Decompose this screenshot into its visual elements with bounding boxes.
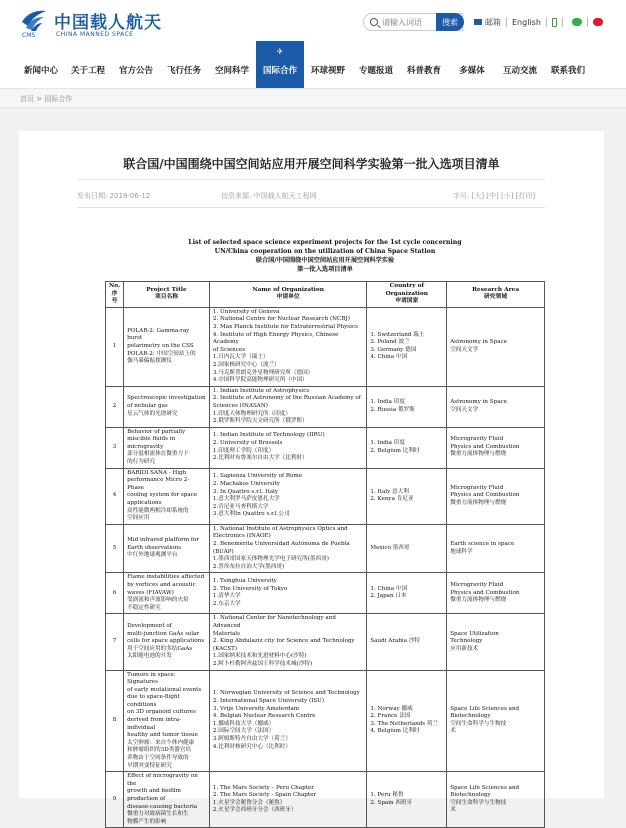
cell-line: 1.墨西哥国家天体物理光学电子研究所(墨西哥) [212,556,329,563]
cell-line: 1. Norway 挪威 [370,705,413,712]
cell-line: Materials [212,630,240,637]
row-number: 1 [106,307,124,386]
cell-line: 用于空间应用的多结GaAs [127,645,193,652]
mail-icon[interactable] [474,19,482,25]
cell-line: 养物由于空间条件导致的 [127,755,189,762]
cell-line: 1. India 印度 [370,399,405,406]
organization [209,772,366,828]
cell-line: 应用新技术 [450,645,479,652]
cell-line: 微重力流体物理与燃烧 [450,500,507,507]
cell-line: 高性能微两相冷却系统的 [127,507,189,514]
row-number: 4 [106,468,124,524]
cell-line: 2. The University of Tokyo [212,585,288,592]
cell-line: 1. National Center for Nanotechnology and Advanced [212,615,336,629]
breadcrumb[interactable]: 首页 > 国际合作 [20,95,73,103]
nav-contact[interactable]: 联系我们 [550,65,585,76]
column-header: Project Title 项目名称 [124,282,210,308]
cell-line: 2. Belgium 比利时 [370,447,420,454]
cell-line: 2. National Centre for Nuclear Research (NCBJ) [212,316,350,323]
cell-line: 3.马克斯普朗克外星物理研究所（德国） [212,369,314,376]
nav-announcements[interactable]: 官方公告 [118,65,153,76]
cell-line: BARIDI SANA - High [127,469,187,476]
cell-line: Astronomy in Space [450,399,507,406]
column-header: Research Area 研究领域 [447,282,545,308]
cell-line: 1. Indian Institute of Astrophysics [212,387,310,394]
cell-line: miscible fluids in [127,436,176,443]
cell-line: 2.东京大学 [212,600,241,607]
cell-line: Space Life Sciences and [450,784,520,791]
nav-multimedia[interactable]: 多媒体 [459,65,485,76]
cell-line: of Sciences [212,346,246,353]
country [367,386,447,427]
cell-line: multi-junction GaAs solar [127,630,200,637]
divider [77,207,545,208]
cell-line: 4. Belgium 比利时 [370,728,420,735]
cell-line: 3. Vrije University Amsterdam [212,705,300,712]
cell-line: 不稳定性研究 [127,604,161,611]
column-header: Name of Organization 申请单位 [209,282,366,308]
cell-line: Space Utilization [450,630,499,637]
cell-line: Development of [127,622,172,629]
cell-line: 2. Japan 日本 [370,593,407,600]
cell-line: 3.意大利In Quattro s.r.l.公司 [212,511,290,518]
cell-line: 和肿瘤组织的3D类器官培 [127,747,192,754]
research-area [447,772,545,828]
cell-line: of early mutational events [127,686,202,693]
cell-line: 2.火星学会西班牙分会（西班牙） [212,807,297,814]
cell-line: (BUAP) [212,548,234,555]
nav-special-reports[interactable]: 专题报道 [358,65,393,76]
country [367,670,447,772]
table-row [106,386,545,427]
table-body [106,307,545,828]
cell-line: 伽马暴偏振探测仪 [127,358,172,365]
cell-line: Spectroscopic investigation [127,395,206,402]
cell-line: 3. The Netherlands 荷兰 [370,720,439,727]
cell-line: 2.肯尼亚马查科斯大学 [212,503,269,510]
weibo-icon[interactable] [593,18,603,26]
cell-line: 2. International Space University (ISU) [212,698,325,705]
cell-line: growth and biofilm [127,788,181,795]
english-link[interactable]: English [512,17,541,27]
cell-line: performance Micro 2-Phase [127,477,190,491]
country [367,573,447,614]
cell-line: microgravity [127,443,164,450]
cell-line: 2. Spain 西班牙 [370,799,413,806]
publish-date: 发布日期: 2019-06-12 [77,192,151,200]
cell-line: Flame instabilities affected [127,574,205,581]
cell-line: Mexico 墨西哥 [370,544,410,551]
research-area [447,614,545,670]
cell-line: 2. Russia 俄罗斯 [370,406,415,413]
cell-line: 2. Kenya 肯尼亚 [370,496,414,503]
cell-line: Microgravity Fluid [450,484,504,491]
cell-line: Microgravity Fluid [450,581,504,588]
cell-line: 的行为研究 [127,459,156,466]
cell-line: 空间生命科学与生物技 [450,720,507,727]
cell-line: 1. Tsinghua University [212,578,277,585]
cell-line: 2. Institute of Astronomy of the Russian Academy of [212,395,361,402]
cell-line: Microgravity Fluid [450,436,504,443]
cell-line: 1. China 中国 [370,585,408,592]
cms-logo-icon [20,8,48,32]
document-heading [105,238,545,274]
table-row [106,573,545,614]
divider [562,17,563,27]
cell-line: cells for space applications [127,638,205,645]
cell-line: Effect of microgravity on the [127,773,198,787]
cell-line: 术 [450,807,456,814]
cell-line: polarimetry on the CSS [127,342,194,349]
row-number: 9 [106,772,124,828]
organization [209,427,366,468]
table-row [106,524,545,573]
cell-line: Tumors in space: Signatures [127,671,176,686]
cell-line: Saudi Arabia 沙特 [370,638,421,645]
cell-line: on 3D organoid cultures [127,709,196,716]
cell-line: 4. Institute of High Energy Physics, Chinese Academy [212,331,339,346]
table-row [106,307,545,386]
cell-line: 中红外地球观测平台 [127,552,178,559]
cell-line: 4. Belgian Nuclear Research Centre [212,713,316,720]
cell-line: Space Life Sciences and [450,705,520,712]
research-area [447,670,545,772]
cell-line: Technology [450,638,483,645]
cell-line: Astronomy in Space [450,339,507,346]
heading-line: List of selected space science experiment projects for the 1st cycle concerning [188,239,462,246]
cell-line: by vortices and acoustic [127,581,196,588]
cell-line: of nebular gas [127,402,168,409]
page-title: 联合国/中国围绕中国空间站应用开展空间科学实验第一批入选项目清单 [123,157,500,171]
table-header-row [106,282,545,308]
cell-line: 1. Switzerland 瑞士 [370,331,425,338]
cell-line: 1.日内瓦大学（瑞士） [212,354,269,361]
cell-line: 2.普埃布拉自治大学(墨西哥) [212,563,285,570]
country [367,524,447,573]
column-header: Country of Organization 申请国家 [367,282,447,308]
cell-line: derived from intra-individual [127,717,182,731]
cell-line: applications [127,500,162,507]
project-title [124,524,210,573]
logo-abbr: CMS [22,32,36,39]
row-number: 6 [106,573,124,614]
document-image [105,238,545,825]
project-title [124,772,210,828]
cell-line: due to space-flight conditions [127,694,180,708]
cell-line: POLAR-2: 中国空间站上的 [127,350,196,357]
country [367,772,447,828]
divider [506,17,507,27]
country [367,427,447,468]
search-icon [370,18,378,26]
cell-line: healthy and tumor tissue [127,732,198,739]
table-row [106,614,545,670]
wechat-icon[interactable] [572,18,582,26]
cell-line: 2. University of Brussels [212,440,283,447]
breadcrumb-bar [0,88,626,108]
cell-line: 星云气体的光谱研究 [127,410,178,417]
cell-line: 空间生命科学与生物技 [450,799,507,806]
cell-line: waves (FIAVAW) [127,589,174,596]
project-title [124,573,210,614]
organization [209,386,366,427]
table-row [106,468,545,524]
cell-line: 1. Peru 秘鲁 [370,792,404,799]
nav-about[interactable]: 关于工程 [70,65,105,76]
row-number: 3 [106,427,124,468]
cell-line: 3. Max Planck Institute for Extraterrestrial Physics [212,323,358,330]
organization [209,670,366,772]
cell-line: Earth science in space [450,541,515,547]
article-source: 信息来源: 中国载人航天工程网 [221,192,317,200]
organization [209,573,366,614]
research-area [447,524,545,573]
project-title [124,307,210,386]
cell-line: 2. Poland 波兰 [370,339,410,346]
cell-line: 2.国际空间大学（法国） [212,728,275,735]
nav-global-view[interactable]: 环球视野 [310,65,345,76]
cell-line: 部分混相流体在微重力下 [127,451,189,458]
cell-line: 空间天文学 [450,346,479,353]
row-number: 2 [106,386,124,427]
cell-line: 微重力流体物理与燃烧 [450,451,507,458]
cell-line: 早期突变特征研究 [127,762,172,769]
phone-icon[interactable] [552,18,557,27]
project-title [124,670,210,772]
cell-line: 2. Benemérita Universidad Autónoma de Puebla [212,541,350,547]
nav-news[interactable]: 新闻中心 [23,65,58,76]
organization [209,524,366,573]
project-title [124,386,210,427]
organization [209,307,366,386]
cell-line: Physics and Combustion [450,492,520,499]
column-header: No. 序号 [106,282,124,308]
cell-line: 1. Italy 意大利 [370,488,409,495]
cell-line: cooling system for space [127,492,198,499]
divider [587,17,588,27]
cell-line: 1.印度理工学院（印度） [212,447,275,454]
cell-line: 2.国家核研究中心（波兰） [212,361,280,368]
cell-line: Biotechnology [450,792,491,799]
cell-line: Sciences (INASAN) [212,402,268,409]
row-number: 7 [106,614,124,670]
cell-line: 空间应用 [127,515,150,522]
heading-line: UN/China cooperation on the utilization of China Space Station [214,248,436,255]
project-title [124,468,210,524]
nav-interaction[interactable]: 互动交流 [502,65,537,76]
article-card [19,131,604,825]
cell-line: 1.意大利罗马萨皮恩扎大学 [212,496,280,503]
research-area [447,468,545,524]
cell-line: 2. France 法国 [370,713,411,720]
cell-line: 空间天文学 [450,406,479,413]
row-number: 8 [106,670,124,772]
table-row [106,427,545,468]
cell-line: 4.中国科学院高能物理研究所（中国） [212,377,308,384]
site-header [0,0,626,88]
heading-line: 联合国/中国围绕中国空间站应用开展空间科学实验 [255,257,395,264]
cell-line: Electronics (INAOE) [212,533,271,540]
cell-line: 1. National Institute of Astrophysics Optics and [212,525,348,532]
cell-line: POLAR-2: Gamma-ray burst [127,327,190,342]
cell-line: (KACST) [212,645,238,652]
cell-line: 1.清华大学 [212,593,241,600]
cell-line: 2.比利时布鲁塞尔自由大学（比利时） [212,455,308,462]
cell-line: 3. In Quattro s.r.l. Italy [212,488,279,495]
cell-line: 1. India 印度 [370,440,405,447]
cell-line: production of [127,796,166,802]
cell-line: 微重力流体物理与燃烧 [450,597,507,604]
research-area [447,386,545,427]
nav-international-label: 国际合作 [262,65,297,76]
cell-line: Behavior of partially [127,428,186,435]
projects-table [105,281,545,828]
cell-line: 2. Machakos University [212,481,280,488]
cell-line: 3. Germany 德国 [370,346,417,353]
site-name-en: CHINA MANNED SPACE [56,31,134,38]
organization [209,614,366,670]
globe-icon: ✈ [276,47,284,56]
cell-line: 1.火星学会秘鲁分会（秘鲁） [212,799,286,806]
divider [77,179,545,180]
cell-line: 1.印度天体物理研究所（印度） [212,410,291,417]
cell-line: 微重力对致病菌生长和生 [127,811,189,818]
cell-line: 1. University of Geneva [212,308,280,315]
cell-line: 1. Sapienza University of Rome [212,473,303,480]
divider [546,17,547,27]
project-title [124,614,210,670]
main-nav [0,41,626,88]
research-area [447,427,545,468]
nav-space-science[interactable]: 空间科学 [214,65,249,76]
cell-line: 2. King Abdulaziz city for Science and Technology [212,638,355,645]
country [367,468,447,524]
mail-link[interactable]: 邮箱 [485,17,501,27]
cell-line: 术 [450,728,456,735]
site-name-cn: 中国载人航天 [54,13,162,33]
heading-line: 第一批入选项目清单 [297,266,353,273]
cell-line: 3.阿姆斯特丹自由大学（荷兰） [212,736,291,743]
nav-international[interactable] [256,41,304,88]
cell-line: 1.挪威科技大学（挪威） [212,720,275,727]
cell-line: 受涡流和声波影响的火焰 [127,597,189,604]
cell-line: Physics and Combustion [450,589,520,596]
site-logo[interactable] [20,8,160,44]
cell-line: 2.俄罗斯科学院天文研究所（俄罗斯） [212,418,308,425]
row-number: 5 [106,524,124,573]
project-title [124,427,210,468]
research-area [447,573,545,614]
cell-line: 1.国家纳米技术和先进材料中心(沙特) [212,653,307,660]
research-area [447,307,545,386]
cell-line: 1. Norwegian University of Science and Technology [212,690,360,697]
cell-line: Physics and Combustion [450,443,520,450]
header-tools [474,15,603,29]
cell-line: Mid infrared platform for [127,537,200,544]
font-size-controls[interactable]: 字号: [大] [中] [小] [打印] [453,192,536,200]
nav-missions[interactable]: 飞行任务 [166,65,201,76]
search-button[interactable]: 搜索 [436,13,464,31]
cell-line: 2.阿卜杜勒阿齐兹国王科学技术城(沙特) [212,660,313,667]
organization [209,468,366,524]
table-row [106,670,545,772]
table-row [106,772,545,828]
cell-line: 1. Indian Institute of Technology (IIRU) [212,432,325,439]
cell-line: 2. The Mars Society - Spain Chapter [212,792,317,799]
cell-line: 4.比利时核研究中心（比利时） [212,743,291,750]
cell-line: 太阳能电池的开发 [127,653,172,660]
cell-line: 1. The Mars Society – Peru Chapter [212,784,314,791]
cell-line: 物膜产生的影响 [127,818,167,825]
cell-line: Biotechnology [450,713,491,720]
country [367,614,447,670]
nav-education[interactable]: 科普教育 [406,65,441,76]
cell-line: disease-causing bacteria [127,803,198,810]
cell-line: 地球科学 [450,548,473,555]
cell-line: 太空肿瘤：来自个体内健康 [127,739,195,746]
country [367,307,447,386]
cell-line: 4. China 中国 [370,354,408,361]
cell-line: Earth observations [127,544,181,551]
